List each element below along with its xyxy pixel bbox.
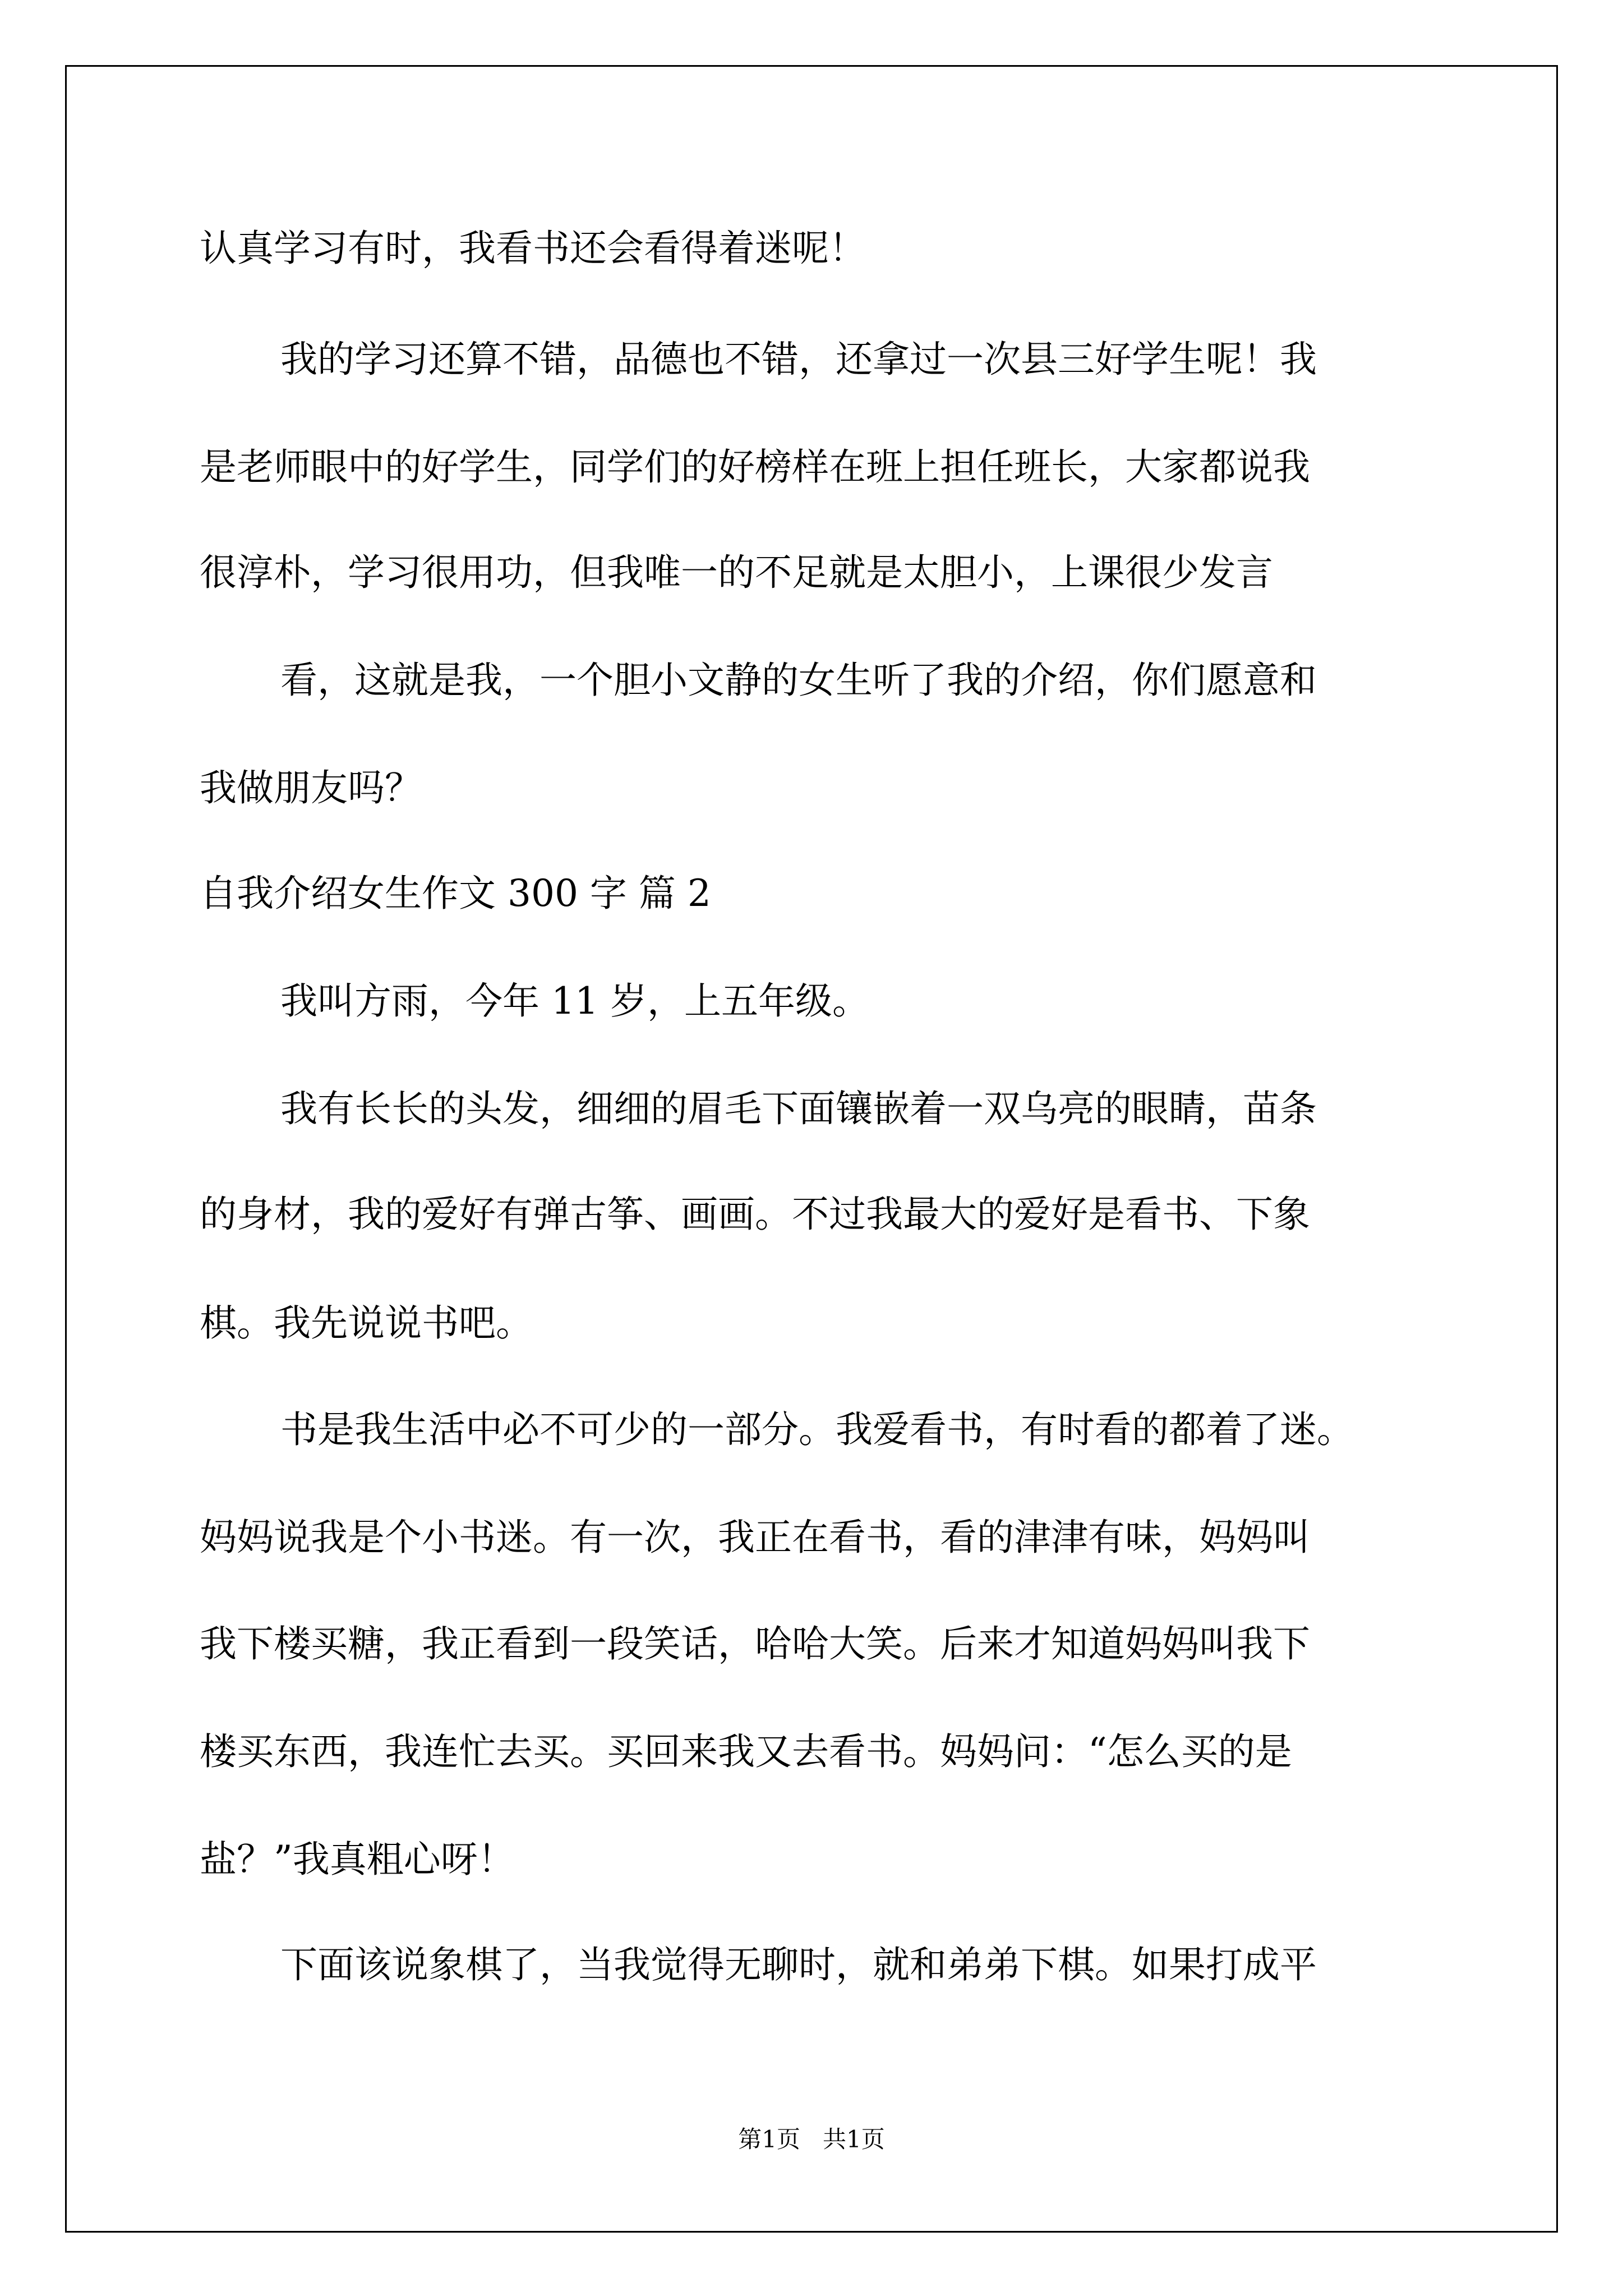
text-line: 认真学习有时，我看书还会看得着迷呢！	[200, 227, 866, 270]
text-line: 很淳朴，学习很用功，但我唯一的不足就是太胆小，上课很少发言	[200, 551, 1273, 594]
paragraph-first-line: 下面该说象棋了，当我觉得无聊时，就和弟弟下棋。如果打成平	[280, 1943, 1317, 1986]
text-line: 我做朋友吗？	[200, 766, 422, 809]
page-number: 第1页 共1页	[738, 2125, 885, 2153]
text-line: 盐？”我真粗心呀！	[200, 1838, 515, 1881]
section-heading: 自我介绍女生作文 300 字 篇 2	[200, 872, 711, 915]
text-line: 是老师眼中的好学生，同学们的好榜样在班上担任班长，大家都说我	[200, 445, 1310, 489]
text-line: 楼买东西，我连忙去买。买回来我又去看书。妈妈问：“怎么买的是	[200, 1730, 1292, 1773]
page-border	[65, 65, 1558, 2233]
text-line: 的身材，我的爱好有弹古筝、画画。不过我最大的爱好是看书、下象	[200, 1193, 1310, 1236]
paragraph-first-line: 我有长长的头发，细细的眉毛下面镶嵌着一双乌亮的眼睛，苗条	[280, 1087, 1317, 1130]
paragraph-first-line: 我叫方雨，今年 11 岁，上五年级。	[280, 979, 869, 1023]
paragraph-first-line: 书是我生活中必不可少的一部分。我爱看书，有时看的都着了迷。	[280, 1408, 1354, 1451]
text-line: 我下楼买糖，我正看到一段笑话，哈哈大笑。后来才知道妈妈叫我下	[200, 1622, 1310, 1665]
text-line: 妈妈说我是个小书迷。有一次，我正在看书，看的津津有味，妈妈叫	[200, 1516, 1310, 1559]
paragraph-first-line: 看，这就是我，一个胆小文静的女生听了我的介绍，你们愿意和	[280, 659, 1317, 702]
paragraph-first-line: 我的学习还算不错，品德也不错，还拿过一次县三好学生呢！我	[280, 338, 1317, 381]
text-line: 棋。我先说说书吧。	[200, 1301, 533, 1345]
